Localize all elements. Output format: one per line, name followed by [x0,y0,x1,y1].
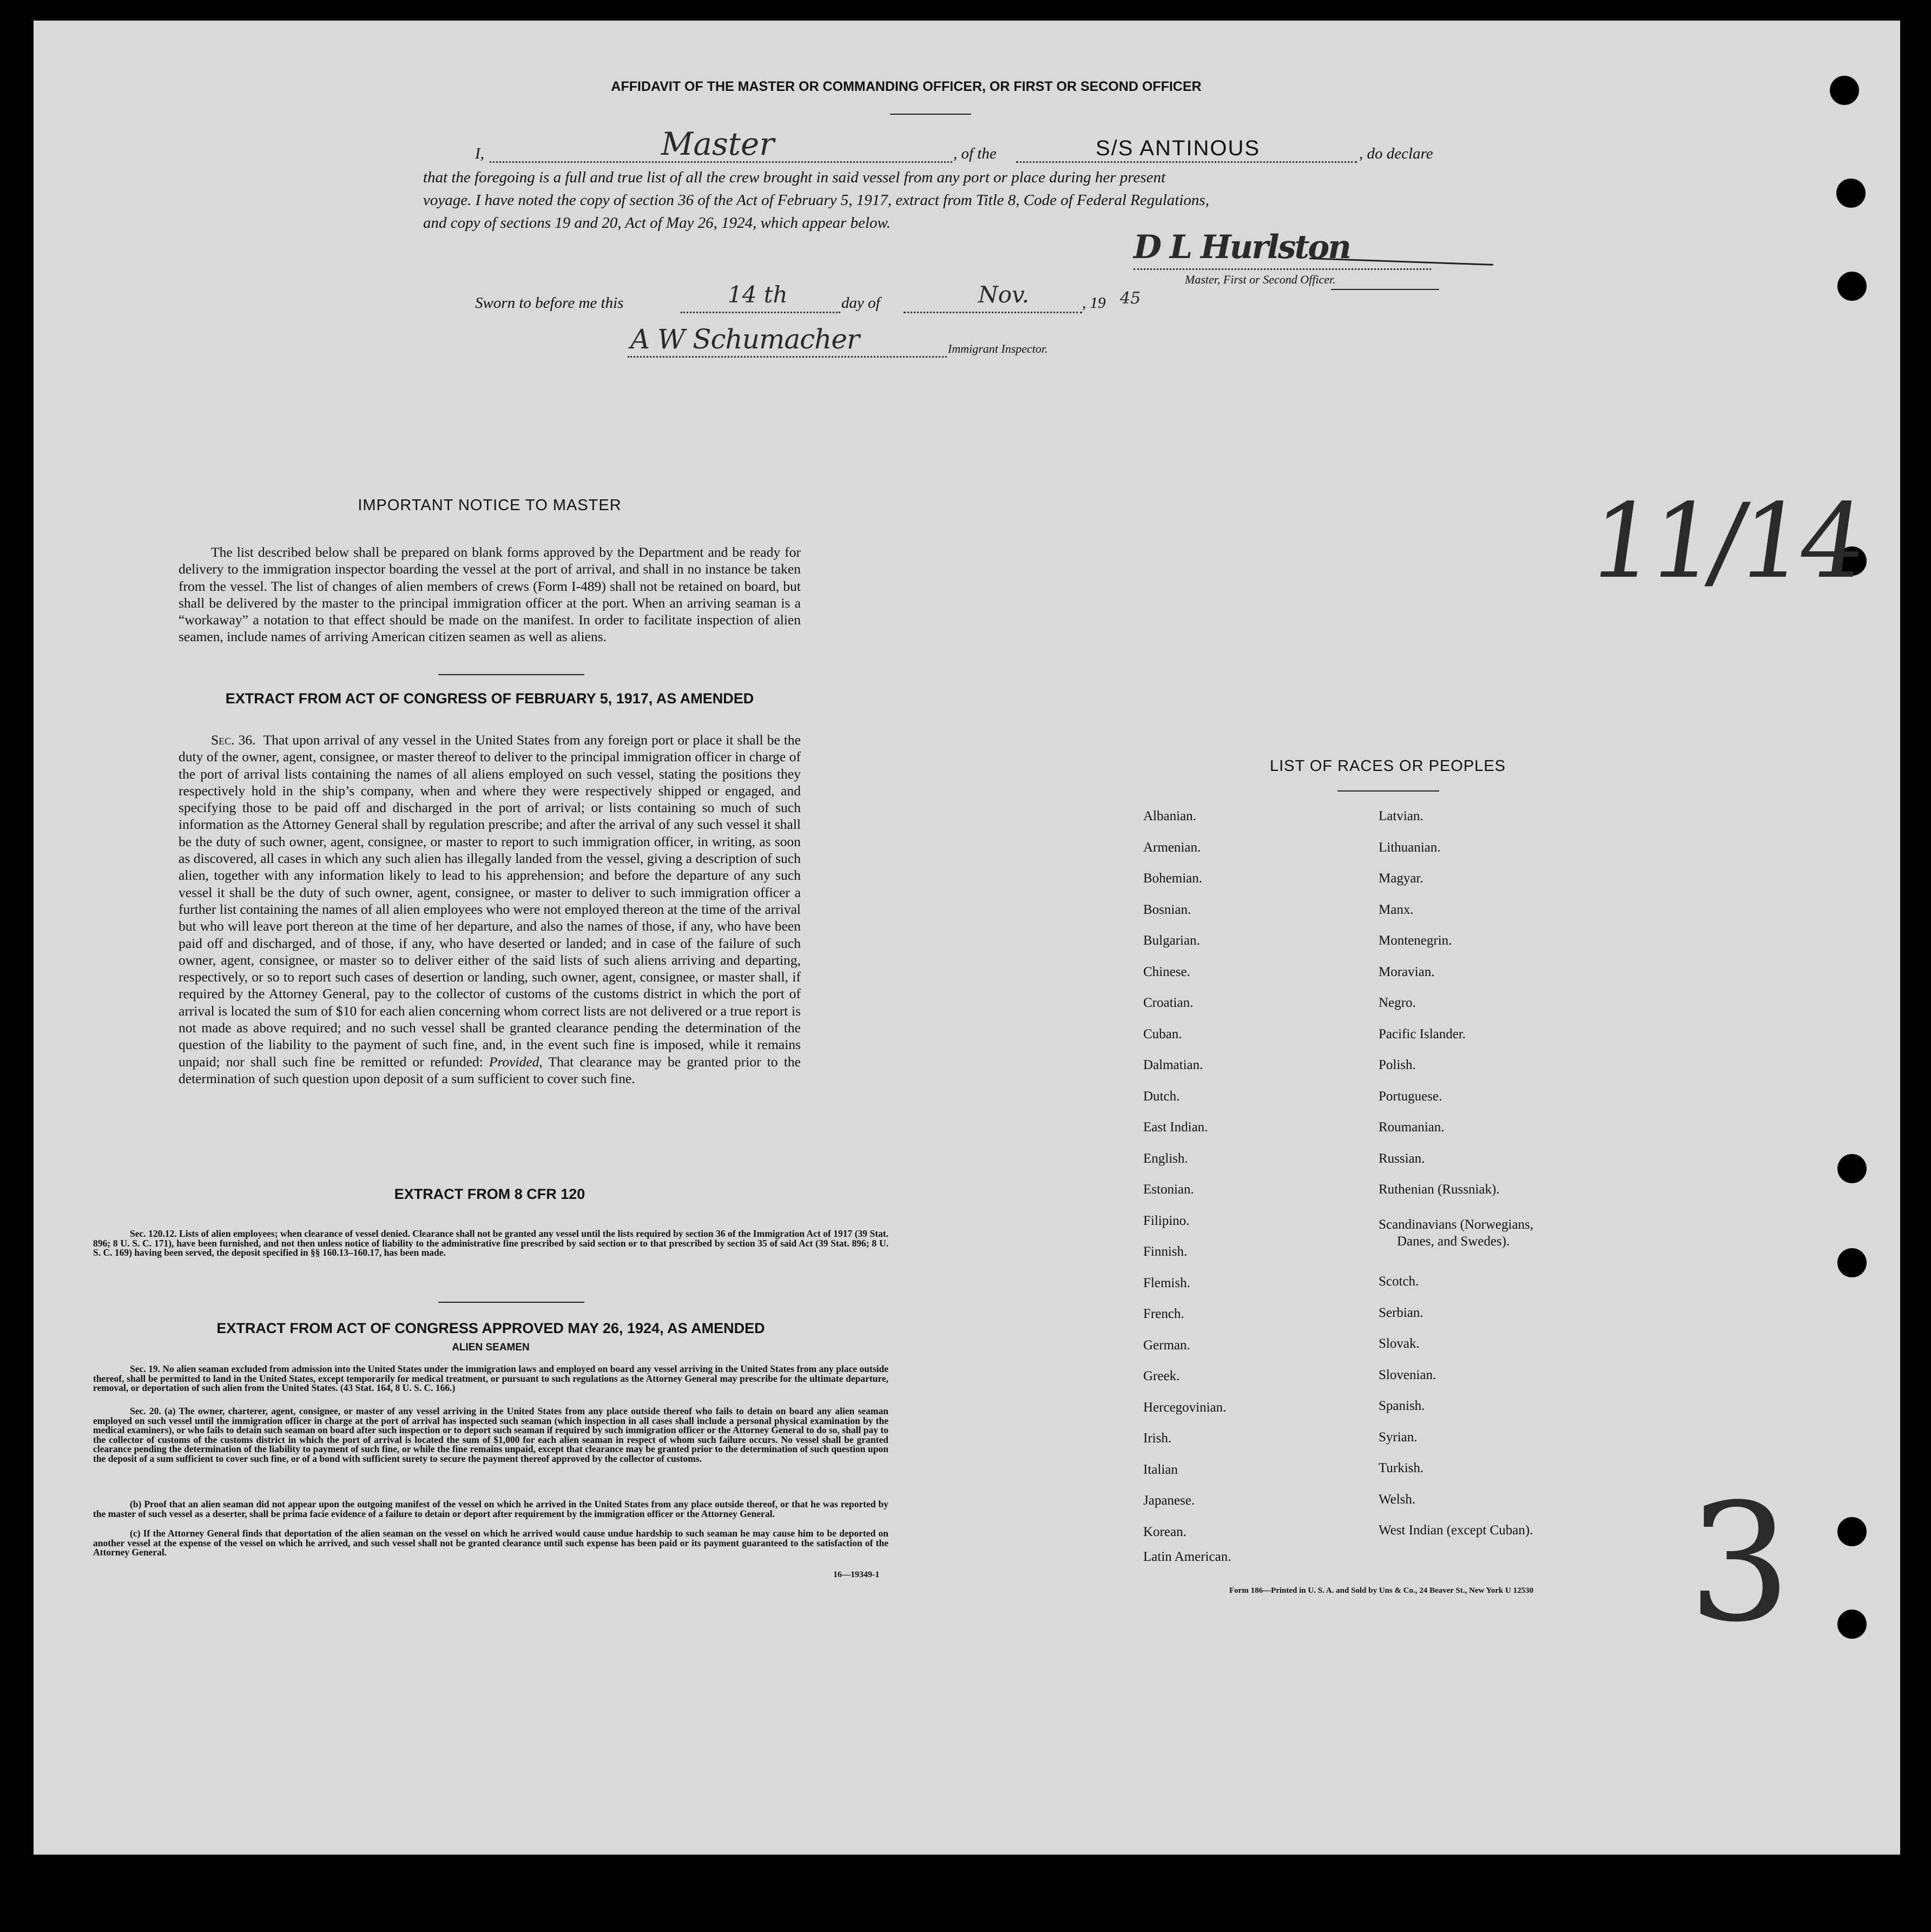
race-item: Flemish. [1143,1275,1190,1290]
race-item: Slovak. [1379,1336,1420,1351]
race-item: Montenegrin. [1379,933,1452,948]
race-item: Dalmatian. [1143,1058,1203,1072]
races-column-2b [1379,1266,1533,1546]
race-item: Scotch. [1379,1274,1419,1289]
race-item-line: Danes, and Swedes). [1397,1234,1510,1249]
race-item: Bosnian. [1143,902,1191,917]
day-of-label: day of [841,294,880,312]
provided-label: Provided, [489,1053,543,1070]
race-item: Russian. [1379,1151,1425,1166]
sworn-month-handwritten: Nov. [978,281,1030,308]
race-item: East Indian. [1143,1120,1208,1135]
inspector-signature: A W Schumacher [630,324,859,355]
race-item-line: Scandinavians (Norwegians, [1379,1217,1534,1232]
race-item: German. [1143,1337,1190,1353]
race-item: Portuguese. [1379,1089,1442,1104]
race-item: Dutch. [1143,1089,1180,1104]
declare-label: , do declare [1359,145,1433,162]
extract-1924-heading: EXTRACT FROM ACT OF CONGRESS APPROVED MAY 26, 1924, AS AMENDED [216,1320,765,1336]
race-item: Chinese. [1143,964,1190,979]
sec-36-body: That upon arrival of any vessel in the United States from any foreign port or place it shall be the duty of the owner, agent, consignee, or master thereof to deliver to the principal immigration officer in charge of the port of arrival lists containing the names of all aliens employed on such vessel, stating the positions they respectively hold in the ship’s company, when and where they were respectively shipped or engaged, and specifying those to be paid off and discharged in the port of arrival; or lists containing so much of such information as the Attorney General shall by regulation prescribe; and after the arrival of any such vessel it shall be the duty of such owner, agent, consignee, or master to report to such immigration officer, in writing, as soon as discovered, all cases in which any such alien has illegally landed from the vessel, giving a description of such alien, together with any information likely to lead to his apprehension; and before the departure of any such vessel it shall be the duty of such owner, agent, consignee, or master to deliver to such immigration officer a further list containing the names of all alien employees who were not employed thereon at the time of the arrival but who will leave port thereon at the time of her departure, and also the names of those, if any, who have been paid off and discharged, and of those, if any, who have deserted or landed; and in case of the failure of such owner, agent, consignee, or master so to deliver either of the said lists of such aliens arriving and departing, respectively, or so to report such cases of desertion or landing, such owner, agent, consignee, or master shall, if required by the Attorney General, pay to the collector of customs of the customs district in which the port of arrival is located the sum of $10 for each alien concerning whom correct lists are not delivered or a true report is not made as above required; and no such vessel shall be granted clearance pending the determination of the question of the liability to the payment of such fine, and, in the event such fine is imposed, while it remains unpaid; nor shall such fine be remitted or refunded: [179,732,801,1070]
punch-hole [1836,179,1866,208]
race-item: Latvian. [1379,809,1423,823]
print-code: 16—19349-1 [833,1570,880,1579]
races-underline [1337,790,1439,792]
sec-19-text: Sec. 19. No alien seaman excluded from admission into the United States under the immigration laws and employed on board any vessel arriving in the United States from any place outside thereof, shall be permitted to land in the United States, except temporarily for medical treatment, or pursuant to such regulations as the Attorney General may prescribe for the ultimate departure, removal, or deportation of such alien from the United States. (43 Stat. 164, 8 U. S. C. 166.) [93,1363,888,1393]
race-item: Bulgarian. [1143,933,1200,948]
race-item: Korean. [1143,1524,1187,1539]
master-signature-line [1133,249,1431,270]
notice-text: The list described below shall be prepared on blank forms approved by the Department and be ready for delivery to the immigration inspector boarding the vessel at the port of arrival, and shall in no instance be taken from the vessel. The list of changes of alien members of crews (Form I-489) shall not be retained on board, but shall be delivered by the master to the principal immigration officer at the port. When an arriving seaman is a “workaway” a notation to that effect should be made on the manifest. In order to facilitate inspection of alien seamen, include names of arriving American citizen seamen as well as aliens. [179,544,801,645]
race-item: Negro. [1379,995,1416,1010]
notice-divider [438,674,584,675]
race-item: West Indian (except Cuban). [1379,1523,1533,1538]
extract-cfr-text: Sec. 120.12. Lists of alien employees; when clearance of vessel denied. Clearance shall not be granted any vessel until the lists required by section 36 of the Immigration Act of 1917 (39 Stat. 896; 8 U. S. C. 171), have been furnished, and not then unless notice of liability to the administrative fine prescribed by said section or to that prescribed by section 35 of said Act (39 Stat. 896; 8 U. S. C. 169) having been served, the deposit specified in §§ 160.13–160.17, has been made. [93,1228,888,1258]
sworn-day-handwritten: 14 th [728,281,788,308]
race-item: Hercegovinian. [1143,1400,1227,1415]
races-column-1 [1143,801,1226,1547]
punch-hole [1837,1517,1867,1546]
affidavit-i-label: I, [475,145,484,162]
sworn-year-handwritten: 45 [1120,289,1141,308]
extract-cfr-heading: EXTRACT FROM 8 CFR 120 [394,1186,585,1202]
master-name-handwritten: Master [661,126,775,162]
affidavit-body-line1: that the foregoing is a full and true list of all the crew brought in said vessel from any port or place during her present [423,169,1166,186]
race-item: Estonian. [1143,1182,1194,1197]
race-item: Latin American. [1143,1549,1231,1564]
races-column-2a [1379,801,1500,1205]
form-footer: Form 186—Printed in U. S. A. and Sold by Uns & Co., 24 Beaver St., New York U 12530 [1229,1586,1534,1595]
race-item: Spanish. [1379,1399,1425,1413]
title-underline [890,114,971,115]
race-item: Roumanian. [1379,1120,1445,1135]
race-item: Moravian. [1379,964,1435,979]
race-item: Finnish. [1143,1244,1188,1259]
of-the-label: , of the [953,145,997,162]
master-caption-underline [1331,289,1439,290]
affidavit-body-line2: voyage. I have noted the copy of section 36 of the Act of February 5, 1917, extract from Title 8, Code of Federal Regulations, [423,192,1209,209]
race-item: Turkish. [1379,1461,1424,1475]
race-item: Armenian. [1143,840,1201,855]
sworn-label: Sworn to before me this [475,294,624,312]
races-heading: LIST OF RACES OR PEOPLES [1269,757,1506,775]
sec-36-label: Sec. 36. [211,732,256,748]
punch-hole [1837,272,1867,301]
affidavit-title: AFFIDAVIT OF THE MASTER OR COMMANDING OFFICER, OR FIRST OR SECOND OFFICER [611,79,1202,94]
race-item: Polish. [1379,1058,1416,1072]
race-item: Albanian. [1143,809,1196,823]
race-item: Pacific Islander. [1379,1026,1466,1041]
race-item: Magyar. [1379,871,1423,886]
race-item: Greek. [1143,1369,1180,1383]
race-item: French. [1143,1307,1184,1321]
punch-hole [1837,1610,1867,1639]
sec-20b-text: (b) Proof that an alien seaman did not appear upon the outgoing manifest of the vessel on which he arrived in the United States from any place outside thereof, or that he was reported by the master of such vessel as a deserter, shall be prima facie evidence of a failure to detain or deport after requirement by the immigration officer or the Attorney General. [93,1499,888,1519]
race-item: Manx. [1379,902,1414,917]
race-item: Serbian. [1379,1305,1423,1320]
master-signature-caption: Master, First or Second Officer. [1185,273,1336,286]
race-item: Ruthenian (Russniak). [1379,1182,1500,1197]
sec-20c-text: (c) If the Attorney General finds that deportation of the alien seaman on the vessel on which he arrived would cause undue hardship to such seaman he may cause him to be deported on another vessel at the expense of the vessel on which he arrived, and such vessel shall not be granted clearance until such expense has been paid or its payment guaranteed to the satisfaction of the Attorney General. [93,1528,888,1558]
handwritten-date: 11/14 [1582,482,1869,601]
provided-text: That clearance may be granted prior to the determination of such question upon deposit of a sum sufficient to cover such fine. [179,1053,801,1086]
affidavit-body-line3: and copy of sections 19 and 20, Act of May 26, 1924, which appear below. [423,214,891,232]
punch-hole [1830,76,1859,105]
handwritten-page-number: 3 [1688,1469,1791,1658]
race-item-scandinavians [1379,1216,1533,1250]
extract-1917-heading: EXTRACT FROM ACT OF CONGRESS OF FEBRUARY 5, 1917, AS AMENDED [225,690,754,707]
race-item: Filipino. [1143,1213,1190,1228]
extract-1917-text [179,731,801,1087]
vessel-name: S/S ANTINOUS [1096,136,1261,160]
race-item: Croatian. [1143,995,1194,1010]
punch-hole [1837,1154,1867,1183]
race-item: Italian [1143,1462,1178,1477]
race-item: Welsh. [1379,1492,1416,1507]
race-item: Cuban. [1143,1026,1182,1041]
race-item: Irish. [1143,1431,1172,1446]
race-item: Japanese. [1143,1493,1195,1508]
race-item: Lithuanian. [1379,840,1441,855]
sec-20a-text: Sec. 20. (a) The owner, charterer, agent, consignee, or master of any vessel arriving in the United States from any place outside thereof who fails to detain on board any alien seaman employed on such vessel until the immigration officer in charge at the port of arrival has inspected such seaman (which inspection in all cases shall include a personal physical examination by the medical examiners), or who fails to detain such seaman on board after such inspection or to deport such seaman if required by such immigration officer or the Attorney General to do so, shall pay to the collector of customs of the customs district in which the port of arrival is located the sum of $1,000 for each alien seaman in respect of whom such failure occurs. No vessel shall be granted clearance pending the determination of the liability to payment of such fine, or while the fine remains unpaid, except that clearance may be granted prior to the determination of such question upon the deposit of a sum sufficient to cover such fine, or of a bond with sufficient surety to secure the payment thereof approved by the collector of customs. [93,1406,888,1464]
cfr-divider [438,1302,584,1303]
notice-heading: IMPORTANT NOTICE TO MASTER [358,497,622,514]
master-signature: D L Hurlston [1133,228,1350,266]
year-label: , 19 [1082,294,1106,312]
alien-seamen-subheading: ALIEN SEAMEN [452,1342,530,1353]
punch-hole [1837,1248,1867,1277]
race-item: Bohemian. [1143,871,1203,886]
race-item: English. [1143,1151,1188,1166]
race-item: Slovenian. [1379,1367,1436,1382]
race-item: Syrian. [1379,1429,1418,1445]
inspector-caption: Immigrant Inspector. [948,342,1048,355]
